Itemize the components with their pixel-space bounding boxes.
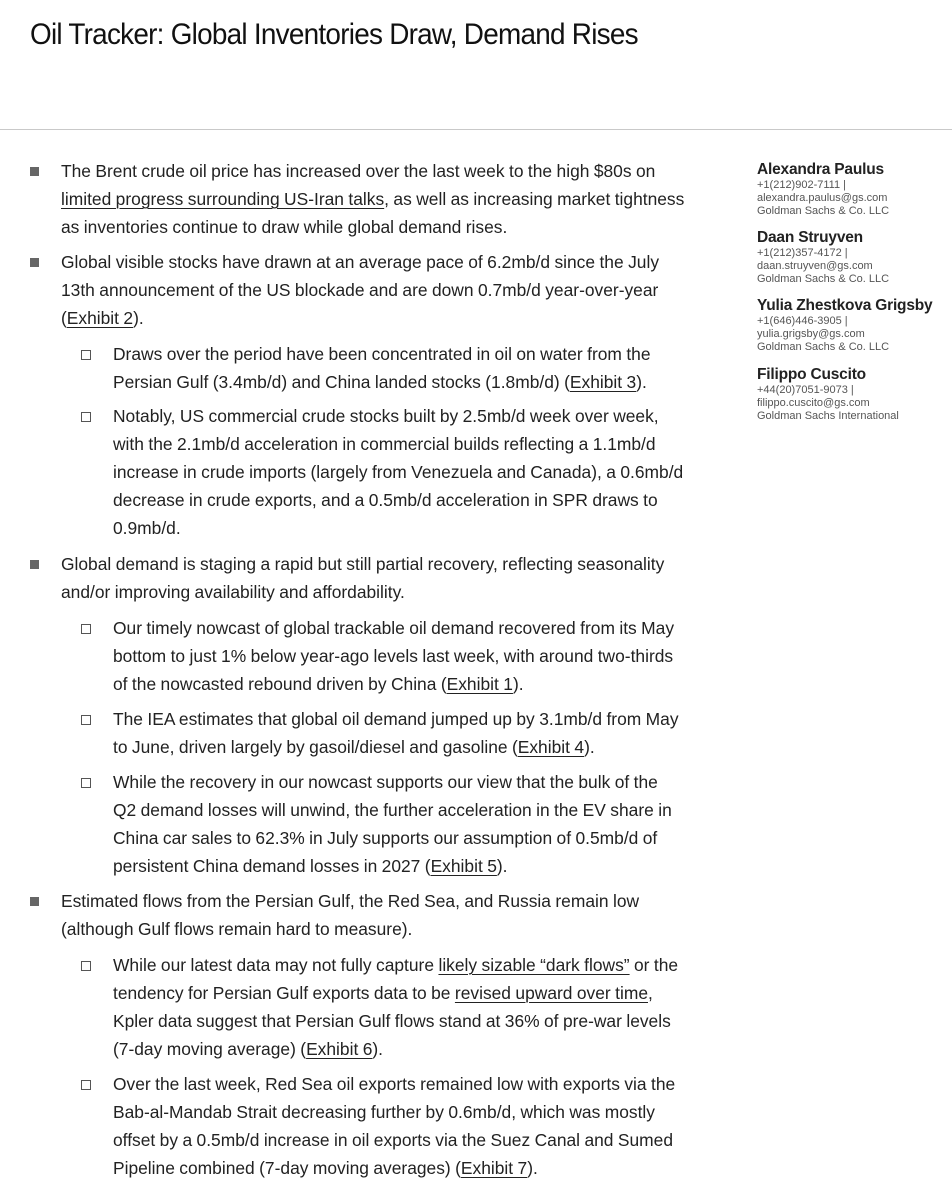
subbullet-nowcast-recovery: [81, 614, 674, 698]
bullet-text-line: (although Gulf flows remain hard to measure).: [61, 919, 413, 939]
bullet-text-line: Bab-al-Mandab Strait decreasing further by 0.6mb/d, which was mostly: [113, 1102, 655, 1122]
bullet-text-segment: ).: [527, 1158, 538, 1178]
author-phone: +44(20)7051-9073 |: [757, 384, 854, 396]
exhibit-7-link[interactable]: Exhibit 7: [460, 1158, 528, 1178]
bullet-text-line: Notably, US commercial crude stocks built by 2.5mb/d week over week,: [113, 406, 659, 426]
author-card: [757, 365, 952, 423]
bullet-brent-price: [30, 157, 684, 241]
subbullet-draws-concentrated: [81, 340, 651, 396]
subbullet-ev-share: [81, 768, 672, 880]
bullet-text-line: [61, 185, 684, 213]
revised-upward-link[interactable]: revised upward over time: [454, 983, 648, 1003]
author-phone: +1(212)902-7111 |: [757, 179, 846, 191]
bullet-estimated-flows: [30, 887, 639, 943]
bullet-text-segment: While our latest data may not fully capture: [113, 955, 439, 975]
bullet-text-segment: ).: [372, 1039, 384, 1059]
bullet-text-line: China car sales to 62.3% in July supports our assumption of 0.5mb/d of: [113, 828, 658, 848]
bullet-text-segment: ).: [636, 372, 647, 392]
author-email[interactable]: alexandra.paulus@gs.com: [757, 192, 888, 204]
bullet-text-line: 0.9mb/d.: [113, 518, 181, 538]
bullet-text-segment: ,: [648, 983, 653, 1003]
exhibit-2-link[interactable]: Exhibit 2: [66, 308, 134, 328]
author-firm: Goldman Sachs International: [757, 410, 899, 422]
bullet-text-segment: persistent China demand losses in 2027 (: [113, 856, 431, 876]
bullet-text-segment: to June, driven largely by gasoil/diesel and gasoline (: [113, 737, 518, 757]
bullet-text-line: [113, 852, 672, 880]
author-card: [757, 296, 952, 354]
bullet-text-segment: (7-day moving average) (: [113, 1039, 307, 1059]
bullet-text-line: [113, 368, 651, 396]
author-phone: +1(212)357-4172 |: [757, 247, 848, 259]
author-name: Filippo Cuscito: [757, 366, 866, 383]
bullet-text-line: Estimated flows from the Persian Gulf, the Red Sea, and Russia remain low: [61, 891, 640, 911]
subbullet-red-sea-exports: [81, 1070, 675, 1182]
bullet-text-line: [113, 1154, 675, 1182]
bullet-text-line: The Brent crude oil price has increased over the last week to the high $80s on: [61, 161, 656, 181]
bullet-text-segment: ).: [512, 674, 524, 694]
bullet-text-line: [113, 979, 678, 1007]
bullet-text-line: offset by a 0.5mb/d increase in oil exports via the Suez Canal and Sumed: [113, 1130, 674, 1150]
bullet-text-line: as inventories continue to draw while global demand rises.: [61, 217, 508, 237]
bullet-text-segment: , as well as increasing market tightness: [384, 189, 685, 209]
bullet-global-demand: [30, 550, 664, 606]
bullet-text-line: with the 2.1mb/d acceleration in commercial builds reflecting a 1.1mb/d: [113, 434, 656, 454]
bullet-text-segment: ).: [584, 737, 595, 757]
bullet-text-line: 13th announcement of the US blockade and are down 0.7mb/d year-over-year: [61, 280, 659, 300]
bullet-text-line: Draws over the period have been concentrated in oil on water from the: [113, 344, 651, 364]
bullet-text-line: [61, 304, 659, 332]
bullet-text-segment: ).: [496, 856, 508, 876]
author-firm: Goldman Sachs & Co. LLC: [757, 341, 890, 353]
page-title: Oil Tracker: Global Inventories Draw, Demand Rises: [30, 18, 638, 51]
exhibit-6-link[interactable]: Exhibit 6: [306, 1039, 373, 1059]
author-card: [757, 160, 952, 218]
subbullet-iea-estimates: [81, 705, 679, 761]
author-firm: Goldman Sachs & Co. LLC: [757, 205, 890, 217]
bullet-text-segment: or the: [629, 955, 679, 975]
subbullet-us-commercial-stocks: [81, 402, 683, 542]
bullet-text-segment: of the nowcasted rebound driven by China (: [113, 674, 447, 694]
dark-flows-link[interactable]: likely sizable “dark flows”: [438, 955, 630, 975]
bullet-text-line: Over the last week, Red Sea oil exports remained low with exports via the: [113, 1074, 676, 1094]
bullet-text-line: Kpler data suggest that Persian Gulf flows stand at 36% of pre-war levels: [113, 1011, 671, 1031]
bullet-text-line: [113, 1035, 678, 1063]
subbullet-dark-flows: [81, 951, 678, 1063]
bullet-text-segment: Pipeline combined (7-day moving averages) (: [113, 1158, 461, 1178]
bullet-text-line: [113, 951, 678, 979]
author-email[interactable]: daan.struyven@gs.com: [757, 260, 873, 272]
author-firm: Goldman Sachs & Co. LLC: [757, 273, 890, 285]
bullet-text-segment: Persian Gulf (3.4mb/d) and China landed stocks (1.8mb/d) (: [113, 372, 570, 392]
bullet-text-line: Global visible stocks have drawn at an average pace of 6.2mb/d since the July: [61, 252, 660, 272]
title-divider: [0, 129, 952, 130]
bullet-global-stocks: [30, 248, 659, 332]
author-email[interactable]: filippo.cuscito@gs.com: [757, 397, 870, 409]
exhibit-1-link[interactable]: Exhibit 1: [446, 674, 513, 694]
author-name: Daan Struyven: [757, 229, 863, 246]
bullet-text-line: decrease in crude exports, and a 0.5mb/d acceleration in SPR draws to: [113, 490, 658, 510]
exhibit-5-link[interactable]: Exhibit 5: [430, 856, 497, 876]
bullet-text-line: and/or improving availability and affordability.: [61, 582, 405, 602]
bullet-text-segment: ).: [133, 308, 144, 328]
bullet-text-line: [113, 733, 679, 761]
bullet-text-line: The IEA estimates that global oil demand jumped up by 3.1mb/d from May: [113, 709, 679, 729]
bullet-text-line: While the recovery in our nowcast supports our view that the bulk of the: [113, 772, 658, 792]
bullet-text-segment: tendency for Persian Gulf exports data to be: [113, 983, 455, 1003]
author-name: Yulia Zhestkova Grigsby: [757, 297, 933, 314]
author-phone: +1(646)446-3905 |: [757, 315, 848, 327]
bullet-text-line: Our timely nowcast of global trackable oil demand recovered from its May: [113, 618, 675, 638]
author-card: [757, 228, 952, 286]
bullet-text-segment: (: [61, 308, 67, 328]
exhibit-3-link[interactable]: Exhibit 3: [569, 372, 637, 392]
bullet-text-line: increase in crude imports (largely from Venezuela and Canada), a 0.6mb/d: [113, 462, 684, 482]
bullet-text-line: bottom to just 1% below year-ago levels last week, with around two-thirds: [113, 646, 674, 666]
us-iran-talks-link[interactable]: limited progress surrounding US-Iran talks: [61, 189, 385, 209]
author-email[interactable]: yulia.grigsby@gs.com: [757, 328, 865, 340]
author-name: Alexandra Paulus: [757, 161, 884, 178]
bullet-text-line: Global demand is staging a rapid but still partial recovery, reflecting seasonality: [61, 554, 665, 574]
exhibit-4-link[interactable]: Exhibit 4: [517, 737, 585, 757]
bullet-text-line: Q2 demand losses will unwind, the further acceleration in the EV share in: [113, 800, 672, 820]
bullet-text-line: [113, 670, 674, 698]
